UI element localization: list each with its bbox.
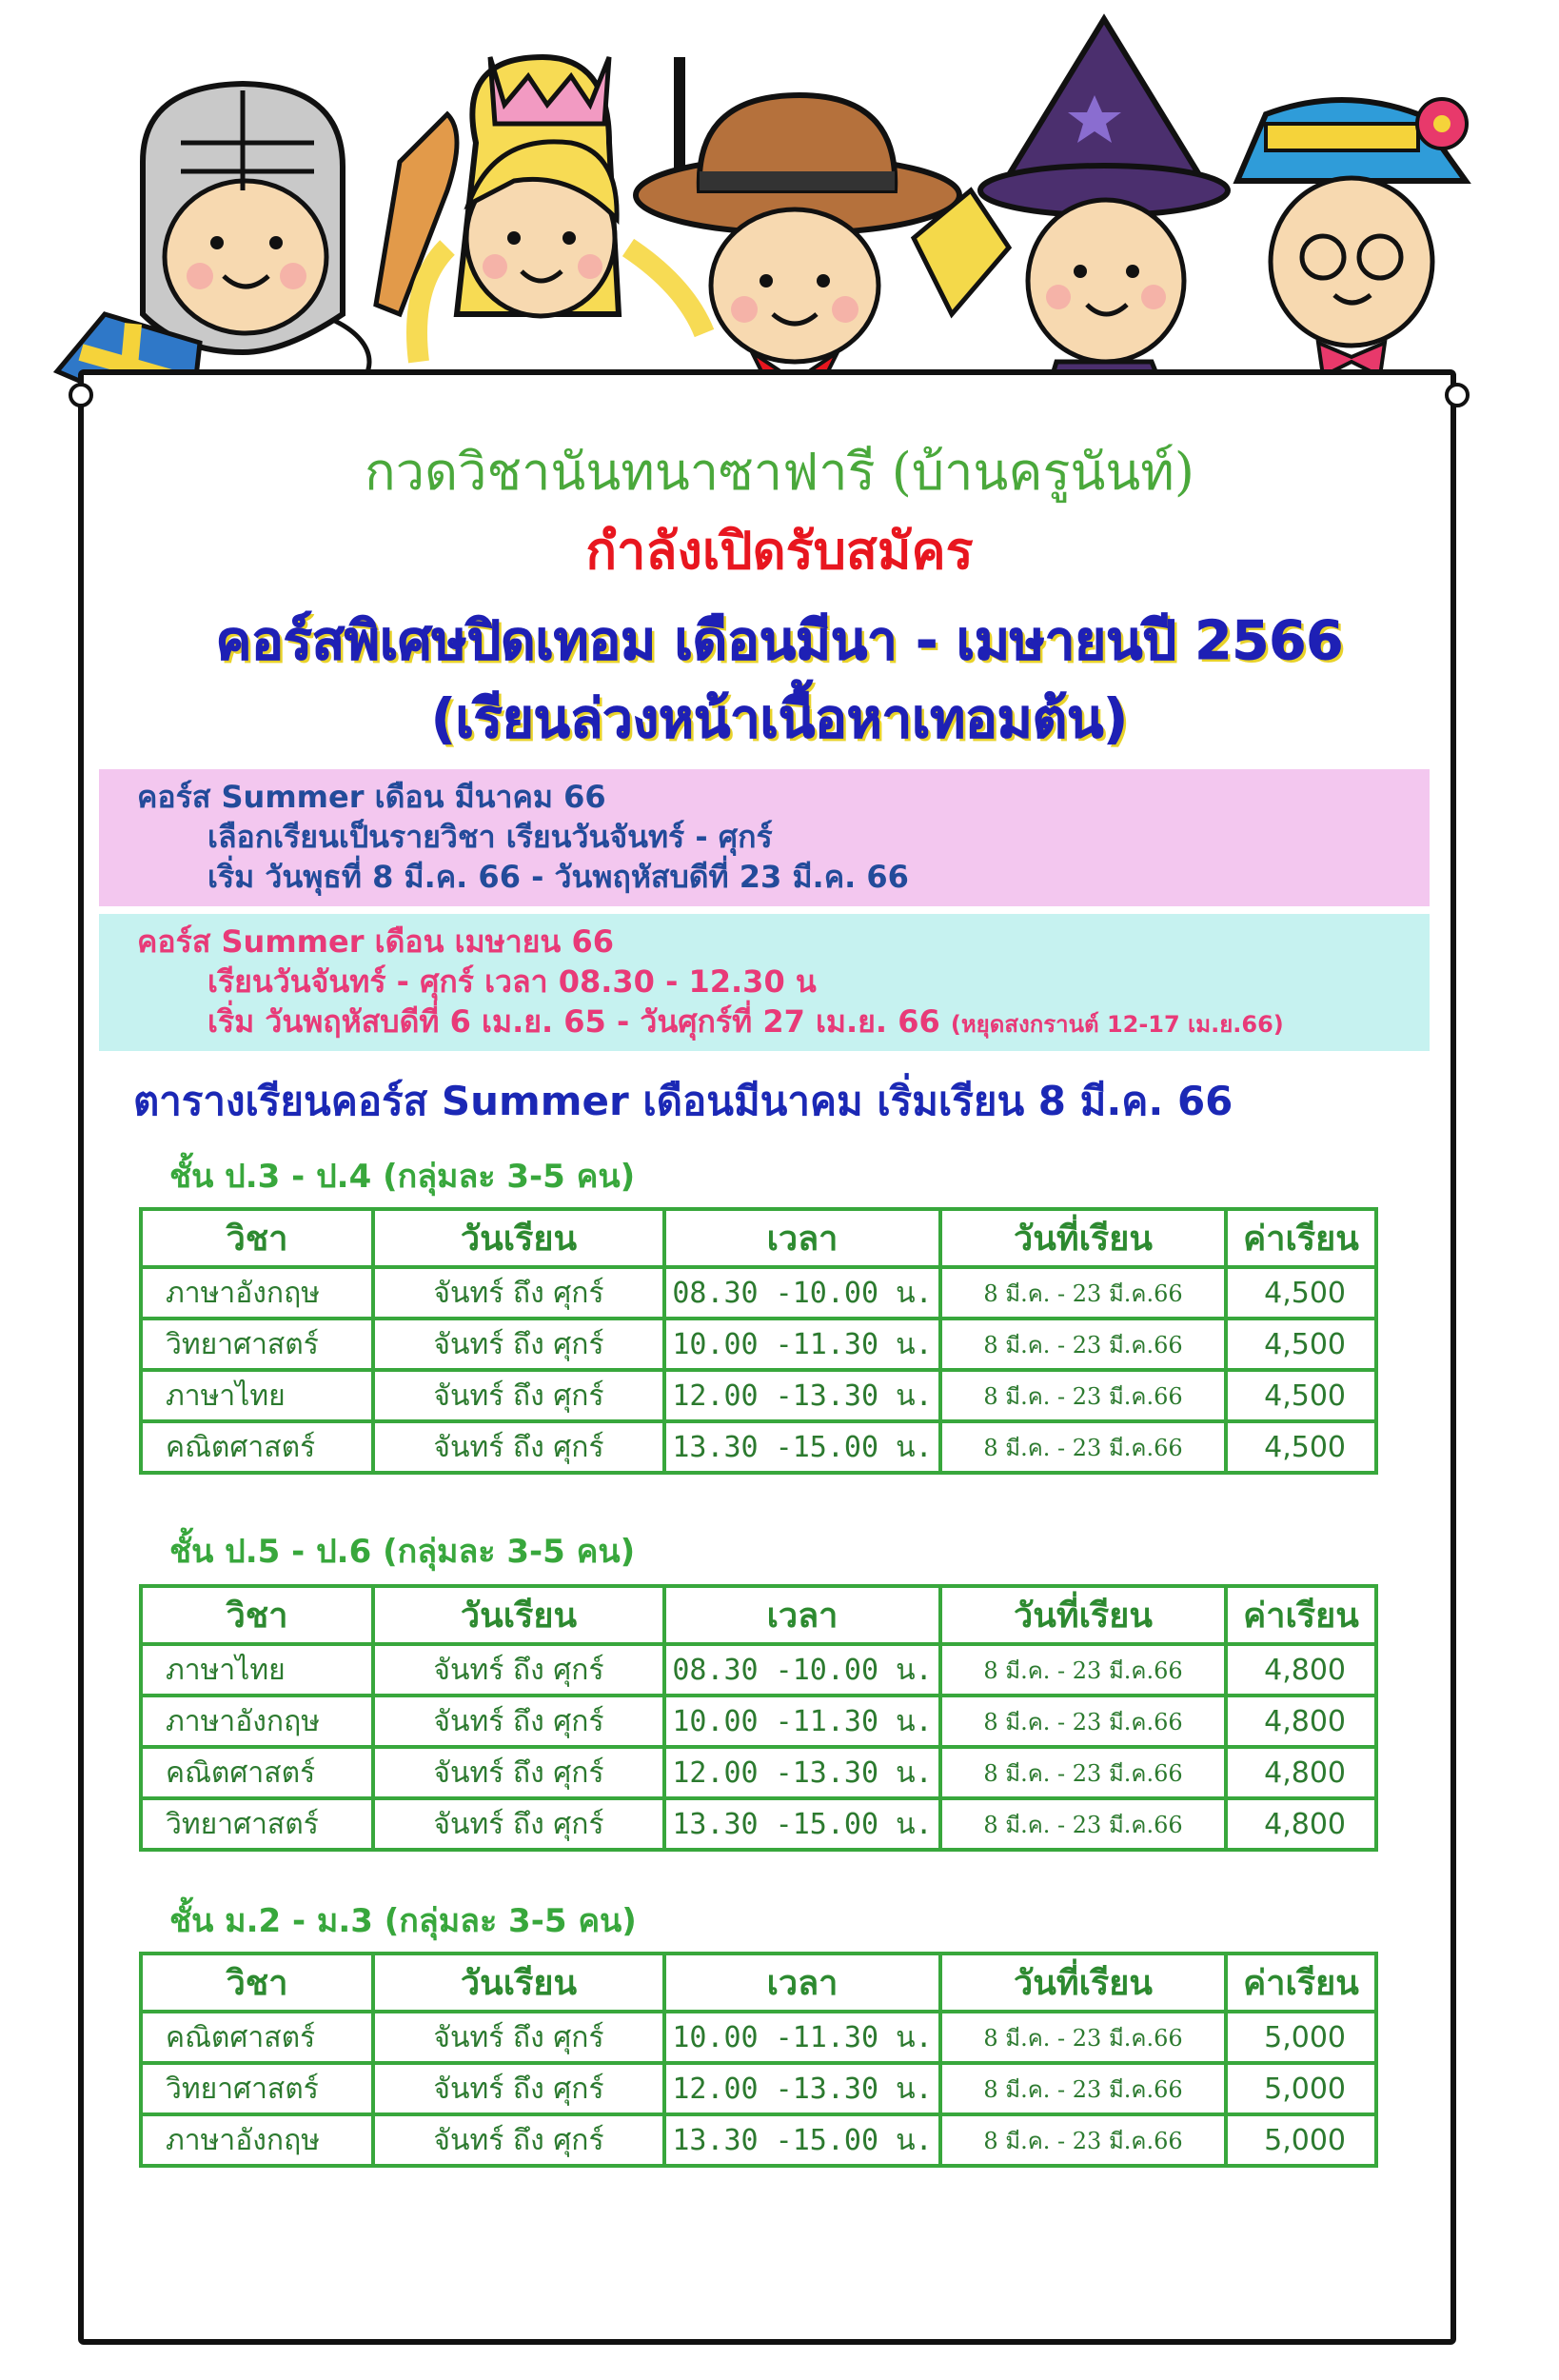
fee-cell: 4,500 [1226,1267,1376,1319]
column-header: ค่าเรียน [1226,1209,1376,1267]
april-course-dates-text: เริ่ม วันพฤหัสบดีที่ 6 เม.ย. 65 - วันศุกร์ที่ 27 เม.ย. 66 [207,1003,940,1040]
table-row [141,2012,1376,2063]
level-heading-m2-m3: ชั้น ม.2 - ม.3 (กลุ่มละ 3-5 คน) [169,1902,637,1940]
date-cell: 8 มี.ค. - 23 มี.ค.66 [940,2114,1226,2166]
column-header: วันที่เรียน [940,1209,1226,1267]
time-cell: 10.00 -11.30 น. [664,1319,940,1370]
fee-cell: 4,500 [1226,1319,1376,1370]
march-course-dates: เริ่ม วันพุธที่ 8 มี.ค. 66 - วันพฤหัสบดีที่ 23 มี.ค. 66 [207,859,909,895]
subject-cell: วิทยาศาสตร์ [141,2063,373,2114]
schedule-table-p3-p4 [139,1207,1378,1475]
headline: คอร์สพิเศษปิดเทอม เดือนมีนา - เมษายนปี 2566 [215,610,1344,672]
table-row [141,2063,1376,2114]
level-heading-p5-p6: ชั้น ป.5 - ป.6 (กลุ่มละ 3-5 คน) [169,1533,636,1571]
table-row [141,2114,1376,2166]
fee-cell: 4,800 [1226,1696,1376,1747]
schedule-title: ตารางเรียนคอร์ส Summer เดือนมีนาคม เริ่มเรียน 8 มี.ค. 66 [133,1078,1233,1124]
april-holiday-note: (หยุดสงกรานต์ 12-17 เม.ย.66) [950,1011,1284,1038]
table-header-row [141,1954,1376,2012]
march-course-title: คอร์ส Summer เดือน มีนาคม 66 [137,779,606,815]
table-row [141,1319,1376,1370]
column-header: วันเรียน [373,1209,664,1267]
time-cell: 10.00 -11.30 น. [664,1696,940,1747]
day-cell: จันทร์ ถึง ศุกร์ [373,1747,664,1798]
date-cell: 8 มี.ค. - 23 มี.ค.66 [940,2063,1226,2114]
fee-cell: 5,000 [1226,2114,1376,2166]
fee-cell: 4,800 [1226,1798,1376,1850]
board-pin-right [1445,383,1470,407]
level-heading-p3-p4: ชั้น ป.3 - ป.4 (กลุ่มละ 3-5 คน) [169,1158,636,1196]
table-header-row [141,1586,1376,1644]
table-row [141,1747,1376,1798]
witch-character-icon [914,19,1228,409]
day-cell: จันทร์ ถึง ศุกร์ [373,2012,664,2063]
time-cell: 13.30 -15.00 น. [664,2114,940,2166]
time-cell: 12.00 -13.30 น. [664,2063,940,2114]
day-cell: จันทร์ ถึง ศุกร์ [373,1267,664,1319]
board-pin-left [69,383,93,407]
table-row [141,1421,1376,1473]
march-course-box [99,769,1430,906]
april-course-dates [137,1002,1430,1044]
time-cell: 12.00 -13.30 น. [664,1747,940,1798]
schedule-table-m2-m3 [139,1952,1378,2168]
column-header: ค่าเรียน [1226,1586,1376,1644]
day-cell: จันทร์ ถึง ศุกร์ [373,1644,664,1696]
date-cell: 8 มี.ค. - 23 มี.ค.66 [940,2012,1226,2063]
april-course-title: คอร์ส Summer เดือน เมษายน 66 [137,923,614,960]
schedule-table-p5-p6 [139,1584,1378,1852]
time-cell: 13.30 -15.00 น. [664,1421,940,1473]
table-row [141,1798,1376,1850]
column-header: วิชา [141,1954,373,2012]
column-header: วิชา [141,1586,373,1644]
cowboy-character-icon [636,57,959,409]
day-cell: จันทร์ ถึง ศุกร์ [373,1421,664,1473]
subject-cell: ภาษาอังกฤษ [141,2114,373,2166]
april-course-time: เรียนวันจันทร์ - ศุกร์ เวลา 08.30 - 12.30 น [207,963,817,1000]
fee-cell: 4,800 [1226,1644,1376,1696]
kids-costume-illustration [0,0,1559,409]
column-header: เวลา [664,1209,940,1267]
knight-character-icon [57,84,457,409]
column-header: วันที่เรียน [940,1586,1226,1644]
column-header: วันเรียน [373,1954,664,2012]
glasses-kid-character-icon [1237,99,1467,376]
time-cell: 13.30 -15.00 น. [664,1798,940,1850]
time-cell: 08.30 -10.00 น. [664,1267,940,1319]
column-header: วันเรียน [373,1586,664,1644]
date-cell: 8 มี.ค. - 23 มี.ค.66 [940,1747,1226,1798]
subject-cell: คณิตศาสตร์ [141,1747,373,1798]
day-cell: จันทร์ ถึง ศุกร์ [373,2063,664,2114]
date-cell: 8 มี.ค. - 23 มี.ค.66 [940,1798,1226,1850]
table-row [141,1644,1376,1696]
subject-cell: วิทยาศาสตร์ [141,1319,373,1370]
day-cell: จันทร์ ถึง ศุกร์ [373,1319,664,1370]
fee-cell: 4,800 [1226,1747,1376,1798]
subject-cell: วิทยาศาสตร์ [141,1798,373,1850]
date-cell: 8 มี.ค. - 23 มี.ค.66 [940,1267,1226,1319]
column-header: วิชา [141,1209,373,1267]
date-cell: 8 มี.ค. - 23 มี.ค.66 [940,1644,1226,1696]
april-course-box [99,914,1430,1051]
column-header: เวลา [664,1954,940,2012]
table-row [141,1267,1376,1319]
time-cell: 12.00 -13.30 น. [664,1370,940,1421]
fee-cell: 5,000 [1226,2012,1376,2063]
day-cell: จันทร์ ถึง ศุกร์ [373,1798,664,1850]
subject-cell: ภาษาไทย [141,1370,373,1421]
table-row [141,1696,1376,1747]
fee-cell: 5,000 [1226,2063,1376,2114]
date-cell: 8 มี.ค. - 23 มี.ค.66 [940,1370,1226,1421]
date-cell: 8 มี.ค. - 23 มี.ค.66 [940,1421,1226,1473]
subject-cell: คณิตศาสตร์ [141,1421,373,1473]
fee-cell: 4,500 [1226,1370,1376,1421]
date-cell: 8 มี.ค. - 23 มี.ค.66 [940,1319,1226,1370]
day-cell: จันทร์ ถึง ศุกร์ [373,2114,664,2166]
subject-cell: ภาษาอังกฤษ [141,1696,373,1747]
fee-cell: 4,500 [1226,1421,1376,1473]
table-header-row [141,1209,1376,1267]
subject-cell: คณิตศาสตร์ [141,2012,373,2063]
column-header: วันที่เรียน [940,1954,1226,2012]
headline-subtitle: (เรียนล่วงหน้าเนื้อหาเทอมต้น) [431,688,1128,750]
date-cell: 8 มี.ค. - 23 มี.ค.66 [940,1696,1226,1747]
column-header: เวลา [664,1586,940,1644]
time-cell: 10.00 -11.30 น. [664,2012,940,2063]
day-cell: จันทร์ ถึง ศุกร์ [373,1696,664,1747]
subject-cell: ภาษาอังกฤษ [141,1267,373,1319]
day-cell: จันทร์ ถึง ศุกร์ [373,1370,664,1421]
subject-cell: ภาษาไทย [141,1644,373,1696]
time-cell: 08.30 -10.00 น. [664,1644,940,1696]
march-course-subject: เลือกเรียนเป็นรายวิชา เรียนวันจันทร์ - ศุกร์ [207,819,773,855]
table-row [141,1370,1376,1421]
column-header: ค่าเรียน [1226,1954,1376,2012]
open-registration-label: กำลังเปิดรับสมัคร [585,521,974,581]
institute-name: กวดวิชานันทนาซาฟารี (บ้านครูนันท์) [365,442,1194,502]
